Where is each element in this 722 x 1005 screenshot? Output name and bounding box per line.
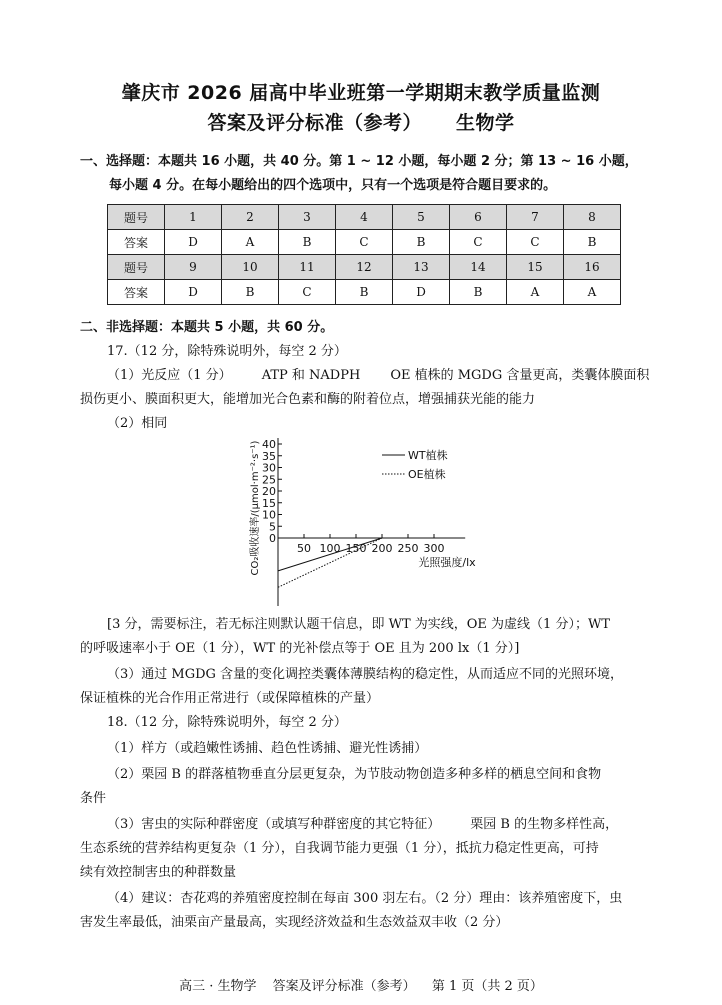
table-cell: B — [336, 280, 393, 305]
q18-part3-a: （3）害虫的实际种群密度（或填写种群密度的其它特征） — [107, 817, 441, 832]
q18-part3 — [107, 813, 618, 837]
table-cell: D — [393, 280, 450, 305]
q17-note-line1: [3 分，需要标注，若无标注则默认题干信息，即 WT 为实线，OE 为虚线（1 分）；WT — [107, 617, 610, 632]
legend-label-wt: WT植株 — [408, 449, 448, 462]
table-cell: 4 — [336, 205, 393, 230]
page-footer — [0, 975, 722, 994]
y-tick-label: 30 — [262, 461, 276, 475]
row-label: 答案 — [108, 280, 165, 305]
q18-part2: （2）栗园 B 的群落植物垂直分层更复杂，为节肢动物创造多种多样的栖息空间和食物 — [107, 767, 602, 782]
row-label: 题号 — [108, 255, 165, 280]
y-tick-label: 25 — [262, 473, 276, 487]
table-cell: 13 — [393, 255, 450, 280]
q17-part1 — [107, 364, 649, 388]
y-tick-label: 5 — [269, 520, 276, 534]
footer-page: 第 1 页（共 2 页） — [431, 979, 543, 994]
q17-part3: （3）通过 MGDG 含量的变化调控类囊体薄膜结构的稳定性，从而适应不同的光照环境， — [107, 667, 624, 682]
row-label: 题号 — [108, 205, 165, 230]
q17-part2: （2）相同 — [107, 416, 168, 431]
q18-part2-cont: 条件 — [80, 791, 107, 806]
q18-part3-b: 栗园 B 的生物多样性高， — [470, 817, 619, 832]
footer-title: 答案及评分标准（参考） — [272, 979, 416, 994]
y-tick-label: 10 — [262, 508, 276, 522]
table-cell: 1 — [165, 205, 222, 230]
q17-part1-b: ATP 和 NADPH — [261, 368, 361, 383]
q18-part3-cont2: 续有效控制害虫的种群数量 — [80, 865, 237, 880]
table-cell: 12 — [336, 255, 393, 280]
table-row-numbers-1 — [108, 205, 621, 230]
q17-part1-a: （1）光反应（1 分） — [107, 368, 232, 383]
row-label: 答案 — [108, 230, 165, 255]
table-cell: A — [507, 280, 564, 305]
answer-table — [107, 204, 621, 305]
legend-label-oe: OE植株 — [408, 468, 446, 481]
q18-part1: （1）样方（或趋嫩性诱捕、趋色性诱捕、避光性诱捕） — [107, 741, 428, 756]
y-tick-label: 0 — [269, 532, 276, 545]
table-cell: C — [507, 230, 564, 255]
q17-part1-cont: 损伤更小、膜面积更大，能增加光合色素和酶的附着位点，增强捕获光能的能力 — [80, 392, 536, 407]
table-cell: C — [336, 230, 393, 255]
document-subtitle — [0, 108, 722, 135]
subtitle-text: 答案及评分标准（参考） — [207, 112, 422, 134]
q18-part3-cont1: 生态系统的营养结构更复杂（1 分），自我调节能力更强（1 分），抵抗力稳定性更高，可持 — [80, 841, 599, 856]
q17-heading: 17.（12 分，除特殊说明外，每空 2 分） — [107, 344, 347, 359]
y-tick-label: 20 — [262, 485, 276, 498]
footer-subject: 高三 · 生物学 — [179, 979, 257, 994]
y-axis-label: CO₂吸收速率/(μmol·m⁻²·s⁻¹) — [250, 440, 261, 576]
table-cell: 9 — [165, 255, 222, 280]
table-cell: 11 — [279, 255, 336, 280]
co2-absorption-chart — [245, 438, 485, 606]
x-tick-label: 150 — [345, 542, 367, 555]
x-tick-label: 100 — [319, 542, 341, 555]
subject-label: 生物学 — [456, 112, 515, 134]
table-cell: 14 — [450, 255, 507, 280]
table-row-answers-1 — [108, 230, 621, 255]
q18-part4-cont: 害发生率最低，油栗亩产量最高，实现经济效益和生态效益双丰收（2 分） — [80, 915, 509, 930]
table-cell: 7 — [507, 205, 564, 230]
x-tick-label: 200 — [371, 542, 393, 555]
table-cell: B — [279, 230, 336, 255]
table-cell: 3 — [279, 205, 336, 230]
x-tick-label: 300 — [423, 542, 445, 555]
table-cell: 2 — [222, 205, 279, 230]
table-cell: A — [222, 230, 279, 255]
x-tick-label: 50 — [297, 542, 311, 555]
x-axis-label: 光照强度/lx — [418, 556, 476, 569]
table-cell: C — [279, 280, 336, 305]
table-cell: C — [450, 230, 507, 255]
y-tick-label: 35 — [262, 449, 276, 463]
table-cell: D — [165, 230, 222, 255]
section2-intro: 二、非选择题：本题共 5 小题，共 60 分。 — [80, 320, 334, 335]
table-cell: B — [222, 280, 279, 305]
y-tick-label: 40 — [262, 438, 276, 451]
table-cell: 5 — [393, 205, 450, 230]
y-tick-label: 15 — [262, 496, 276, 510]
table-cell: 16 — [564, 255, 621, 280]
table-cell: 10 — [222, 255, 279, 280]
document-title: 肇庆市 2026 届高中毕业班第一学期期末教学质量监测 — [121, 82, 601, 104]
q18-heading: 18.（12 分，除特殊说明外，每空 2 分） — [107, 715, 347, 730]
table-row-answers-2 — [108, 280, 621, 305]
x-tick-label: 250 — [397, 542, 419, 555]
section1-intro-line2: 每小题 4 分。在每小题给出的四个选项中，只有一个选项是符合题目要求的。 — [109, 178, 557, 193]
table-row-numbers-2 — [108, 255, 621, 280]
table-cell: A — [564, 280, 621, 305]
chart-plot-area — [248, 438, 476, 606]
q17-note-line2: 的呼吸速率小于 OE（1 分），WT 的光补偿点等于 OE 且为 200 lx（1 分）] — [80, 641, 520, 656]
table-cell: B — [564, 230, 621, 255]
table-cell: 8 — [564, 205, 621, 230]
table-cell: 15 — [507, 255, 564, 280]
table-cell: 6 — [450, 205, 507, 230]
section1-intro-line1: 一、选择题：本题共 16 小题，共 40 分。第 1 ~ 12 小题，每小题 2 分；第 13 ~ 16 小题， — [80, 154, 638, 169]
table-cell: B — [393, 230, 450, 255]
q17-part1-c: OE 植株的 MGDG 含量更高，类囊体膜面积 — [390, 368, 650, 383]
q18-part4: （4）建议：杏花鸡的养殖密度控制在每亩 300 羽左右。（2 分）理由：该养殖密度下，虫 — [107, 891, 623, 906]
table-cell: B — [450, 280, 507, 305]
table-cell: D — [165, 280, 222, 305]
q17-part3-cont: 保证植株的光合作用正常进行（或保障植株的产量） — [80, 691, 380, 706]
